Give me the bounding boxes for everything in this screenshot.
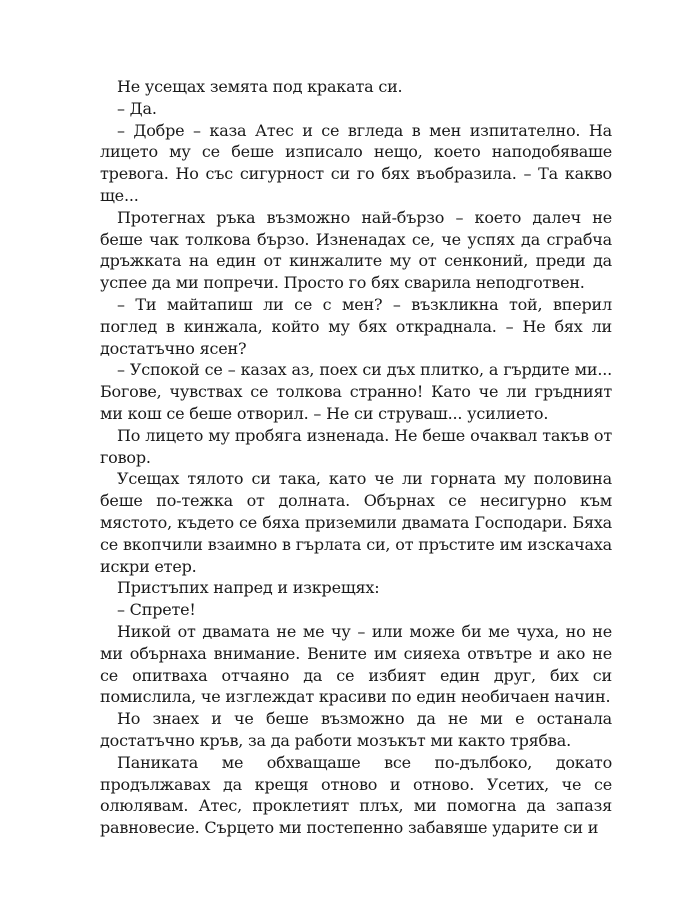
paragraph: Протегнах ръка възможно най-бързо – което далеч не беше чак толкова бързо. Изненадах се, че успях да сграбча дръжката на един от кинжалите му от сенконий, преди да успее да ми попречи. Просто го бях сварила неподготвен. [100, 207, 612, 293]
paragraph: – Успокой се – казах аз, поех си дъх плитко, а гърдите ми... Богове, чувствах се толкова странно! Като че ли гръдният ми кош се беше отворил. – Не си струваш... усилието. [100, 360, 612, 423]
paragraph: Усещах тялото си така, като че ли горната му половина беше по-тежка от долната. Обърнах се несигурно към мястото, където се бяха приземили двамата Господари. Бяха се вкопчили взаимно в гърлата си, от пръстите им изскачаха искри етер. [100, 469, 612, 576]
paragraph: По лицето му пробяга изненада. Не беше очаквал такъв от говор. [100, 425, 612, 467]
paragraph: Паниката ме обхващаше все по-дълбоко, докато продължавах да крещя отново и отново. Усетих, че се олюлявам. Атес, проклетият плъх, ми помогна да запазя равновесие. Сърцето ми постепенно забавяше ударите си и [100, 752, 612, 838]
paragraph: Пристъпих напред и изкрещях: [117, 578, 380, 598]
paragraph: – Да. [117, 98, 157, 118]
paragraph: – Спрете! [117, 600, 196, 620]
paragraph: – Добре – каза Атес и се вгледа в мен изпитателно. На лицето му се беше изписало нещо, което наподобяваше тревога. Но със сигурност си го бях въобразила. – Та какво ще... [100, 120, 612, 205]
paragraph: Не усещах земята под краката си. [117, 77, 403, 96]
paragraph: – Ти майтапиш ли се с мен? – възкликна той, вперил поглед в кинжала, който му бях откраднала. – Не бях ли достатъчно ясен? [100, 294, 612, 358]
paragraph: Никой от двамата не ме чу – или може би ме чуха, но не ми обърнаха внимание. Вените им сияеха отвътре и ако не се опитваха отчаяно да се избият един друг, бих си помислила, че изглеждат красиви по един необичаен начин. [100, 621, 612, 707]
paragraph: Но знаех и че беше възможно да не ми е останала достатъчно кръв, за да работи мозъкът ми както трябва. [100, 709, 612, 750]
page-text [100, 76, 612, 839]
